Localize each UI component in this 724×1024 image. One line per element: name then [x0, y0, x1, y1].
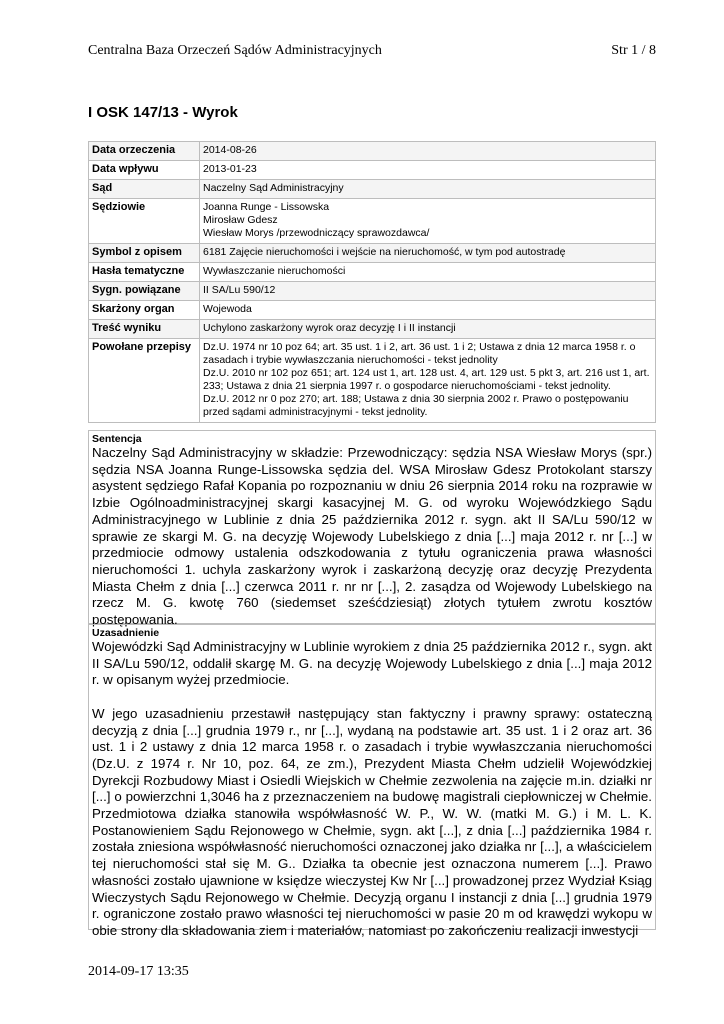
meta-value — [200, 301, 656, 320]
meta-value-line: 2013-01-23 — [203, 163, 257, 175]
sentencja-text: Naczelny Sąd Administracyjny w składzie: Przewodniczący: sędzia NSA Wiesław Morys (spr.) sędzia NSA Joanna Runge-Lissowska sędzia del. WSA Mirosław Gdesz Protokolant starszy asystent sędziego Rafał Kopania po rozpoznaniu w dniu 26 sierpnia 2014 roku na rozprawie w Izbie Ogólnoadministracyjnej skargi kasacyjnej M. G. od wyroku Wojewódzkiego Sądu Administracyjnego w Lublinie z dnia 25 października 2012 r. sygn. akt II SA/Lu 590/12 w sprawie ze skargi M. G. na decyzję Wojewody Lubelskiego z dnia [...] maja 2012 r. nr [...] w przedmiocie odmowy ustalenia odszkodowania z tytułu ograniczenia prawa własności nieruchomości 1. uchyla zaskarżony wyrok i zaskarżoną decyzję oraz decyzję Prezydenta Miasta Chełm z dnia [...] czerwca 2011 r. nr nr [...], 2. zasądza od Wojewody Lubelskiego na rzecz M. G. kwotę 760 (siedemset sześćdziesiąt) złotych tytułem zwrotu kosztów postępowania. — [92, 445, 652, 628]
meta-key: Skarżony organ — [89, 301, 200, 320]
meta-value — [200, 142, 656, 161]
meta-row — [89, 282, 656, 301]
meta-value-line: Wywłaszczanie nieruchomości — [203, 265, 346, 277]
meta-value-line: Joanna Runge - Lissowska — [203, 201, 330, 213]
metadata-table — [88, 141, 656, 423]
meta-value — [200, 339, 656, 423]
meta-value — [200, 282, 656, 301]
uzasadnienie-paragraph: Wojewódzki Sąd Administracyjny w Lublinie wyrokiem z dnia 25 października 2012 r., sygn. akt II SA/Lu 590/12, oddalił skargę M. G. na decyzję Wojewody Lubelskiego z dnia [...] maja 2012 r. w opisanym wyżej przedmiocie. — [92, 639, 652, 688]
source-title: Centralna Baza Orzeczeń Sądów Administracyjnych — [88, 43, 382, 58]
uzasadnienie-section — [88, 624, 656, 938]
meta-key: Symbol z opisem — [89, 244, 200, 263]
meta-value — [200, 199, 656, 244]
meta-value — [200, 244, 656, 263]
meta-key: Data wpływu — [89, 161, 200, 180]
meta-value — [200, 263, 656, 282]
meta-key: Sędziowie — [89, 199, 200, 244]
sentencja-label: Sentencja — [92, 433, 142, 445]
meta-key: Data orzeczenia — [89, 142, 200, 161]
meta-key: Sąd — [89, 180, 200, 199]
meta-row — [89, 161, 656, 180]
document-title: I OSK 147/13 - Wyrok — [88, 104, 238, 121]
meta-value-line: 6181 Zajęcie nieruchomości i wejście na nieruchomość, w tym pod autostradę — [203, 246, 566, 258]
meta-row — [89, 301, 656, 320]
uzasadnienie-label: Uzasadnienie — [92, 627, 160, 639]
uzasadnienie-paragraph: W jego uzasadnieniu przestawił następujący stan faktyczny i prawny sprawy: ostateczną decyzją z dnia [...] grudnia 1979 r., nr [...], wydaną na podstawie art. 35 ust. 1 i 2 oraz art. 36 ust. 1 i 2 ustawy z dnia 12 marca 1958 r. o zasadach i trybie wywłaszczania nieruchomości (Dz.U. z 1974 r. Nr 10, poz. 64, ze zm.), Prezydent Miasta Chełm udzielił Wojewódzkiej Dyrekcji Rozbudowy Miast i Osiedli Wiejskich w Chełmie zezwolenia na zajęcie m.in. działki nr [...] o powierzchni 1,3046 ha z przeznaczeniem na budowę magistrali ciepłowniczej w Chełmie. Przedmiotowa działka stanowiła współwłasność W. P., W. W. (matki M. G.) i M. L. K. Postanowieniem Sądu Rejonowego w Chełmie, sygn. akt [...], z dnia [...] października 1984 r. została zniesiona współwłasność nieruchomości oznaczonej jako działka nr [...], a właścicielem tej nieruchomości stał się M. G.. Działka ta obecnie jest oznaczona numerem [...]. Prawo własności zostało ujawnione w księdze wieczystej Kw Nr [...] prowadzonej przez Wydział Ksiąg Wieczystych Sądu Rejonowego w Chełmie. Decyzją organu I instancji z dnia [...] grudnia 1979 r. ograniczone zostało prawo własności tej nieruchomości w pasie 20 m od krawędzi wykopu w obie strony dla składowania ziem i materiałów, natomiast po zakończeniu realizacji inwestycji — [92, 705, 652, 938]
page-number: Str 1 / 8 — [611, 43, 656, 58]
meta-row — [89, 263, 656, 282]
meta-key: Powołane przepisy — [89, 339, 200, 423]
meta-value-line: Dz.U. 2010 nr 102 poz 651; art. 124 ust 1, art. 128 ust. 4, art. 129 ust. 5 pkt 3, art. 216 ust 1, art. 233; Ustawa z dnia 21 sierpnia 1997 r. o gospodarce nieruchomościami - tekst jednolity. — [203, 367, 650, 392]
meta-value-line: Wiesław Morys /przewodniczący sprawozdawca/ — [203, 227, 430, 239]
meta-row — [89, 339, 656, 423]
meta-key: Treść wyniku — [89, 320, 200, 339]
meta-value-line: Uchylono zaskarżony wyrok oraz decyzję I i II instancji — [203, 322, 456, 334]
meta-value-line: Naczelny Sąd Administracyjny — [203, 182, 344, 194]
meta-value — [200, 180, 656, 199]
meta-row — [89, 320, 656, 339]
meta-value — [200, 161, 656, 180]
meta-row — [89, 244, 656, 263]
meta-value-line: 2014-08-26 — [203, 144, 257, 156]
meta-key: Hasła tematyczne — [89, 263, 200, 282]
meta-value-line: II SA/Lu 590/12 — [203, 284, 276, 296]
uzasadnienie-body — [89, 639, 655, 942]
meta-row — [89, 180, 656, 199]
meta-key: Sygn. powiązane — [89, 282, 200, 301]
print-timestamp: 2014-09-17 13:35 — [88, 964, 189, 979]
meta-value-line: Mirosław Gdesz — [203, 214, 278, 226]
meta-value — [200, 320, 656, 339]
meta-value-line: Wojewoda — [203, 303, 252, 315]
meta-row — [89, 199, 656, 244]
meta-row — [89, 142, 656, 161]
sentencja-section — [88, 430, 656, 628]
meta-value-line: Dz.U. 2012 nr 0 poz 270; art. 188; Ustawa z dnia 30 sierpnia 2002 r. Prawo o postępowaniu przed sądami administracyjnymi - tekst jednolity. — [203, 393, 629, 418]
meta-value-line: Dz.U. 1974 nr 10 poz 64; art. 35 ust. 1 i 2, art. 36 ust. 1 i 2; Ustawa z dnia 12 marca 1958 r. o zasadach i trybie wywłaszczania nieruchomości - tekst jednolity — [203, 341, 636, 366]
